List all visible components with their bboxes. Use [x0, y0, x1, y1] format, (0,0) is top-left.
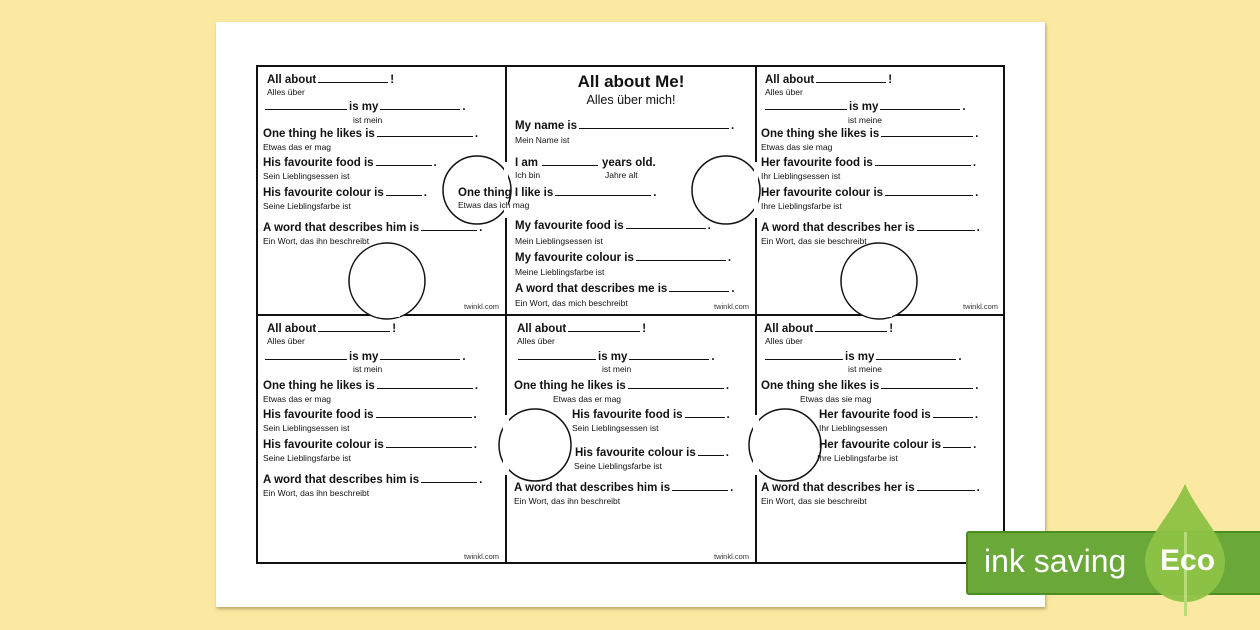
- cell-about-her: All about ! Alles über is my . ist meine One thing she likes is . Etwas das sie mag Her favourite food is . Ihr Lieblingsessen ist Her favourite colour is . Ihre Lieblingsfarbe ist A word that describes her is . Ein Wort, das sie beschreibt twinkl.com: [761, 74, 999, 311]
- label-de: Sein Lieblingsessen ist: [263, 423, 350, 433]
- cell-about-him: All about ! Alles über is my . ist mein One thing he likes is . Etwas das er mag His favourite food is . Sein Lieblingsessen ist His favourite colour is . Seine Lieblingsfarbe ist A word that describes him is . Ein Wort, das ihn beschreibt twinkl.com: [263, 74, 500, 311]
- blank[interactable]: [917, 221, 975, 231]
- label: One thing she likes is: [761, 380, 880, 392]
- label: A word that describes me is: [515, 283, 668, 295]
- label-de: Etwas das sie mag: [761, 142, 833, 152]
- cell-about-him: All about ! Alles über is my . ist mein One thing he likes is . Etwas das er mag His favourite food is . Sein Lieblingsessen ist His favourite colour is . Seine Lieblingsfarbe ist A word that describes him is . Ein Wort, das ihn beschreibt twinkl.com: [263, 323, 500, 561]
- label: His favourite colour is: [263, 439, 384, 451]
- label: His favourite colour is: [263, 187, 384, 199]
- label: Her favourite colour is: [819, 439, 942, 451]
- blank[interactable]: [628, 379, 724, 389]
- label: All about: [517, 323, 567, 335]
- label: All about: [267, 323, 317, 335]
- label-de: Seine Lieblingsfarbe ist: [263, 453, 351, 463]
- label-de: Etwas das er mag: [263, 142, 332, 152]
- blank[interactable]: [917, 481, 975, 491]
- ink-saving-label: ink saving: [984, 543, 1127, 579]
- label-de: Ein Wort, das sie beschreibt: [761, 496, 867, 506]
- label-de: Alles über: [765, 87, 803, 97]
- label: A word that describes him is: [514, 482, 671, 494]
- blank[interactable]: [377, 379, 473, 389]
- blank[interactable]: [568, 322, 640, 332]
- blank[interactable]: [815, 322, 887, 332]
- label: One thing I like is: [458, 187, 554, 199]
- label-de: ist meine: [848, 115, 883, 125]
- blank[interactable]: [885, 186, 973, 196]
- label: is my: [845, 351, 875, 363]
- label: My favourite food is: [515, 220, 624, 232]
- label-de: Mein Lieblingsessen ist: [515, 236, 603, 246]
- label: Her favourite food is: [761, 157, 873, 169]
- label-de: Ich bin: [515, 170, 541, 180]
- eco-label: Eco: [1160, 544, 1216, 577]
- blank[interactable]: [626, 219, 706, 229]
- label: All about: [765, 74, 815, 86]
- label-de: Ihre Lieblingsfarbe ist: [817, 453, 898, 463]
- blank[interactable]: [421, 473, 477, 483]
- blank[interactable]: [421, 221, 477, 231]
- label-de: Meine Lieblingsfarbe ist: [515, 267, 605, 277]
- label-de: Etwas das er mag: [553, 394, 622, 404]
- label: is my: [349, 101, 379, 113]
- blank[interactable]: [698, 446, 724, 456]
- label: is my: [598, 351, 628, 363]
- label: years old.: [602, 157, 656, 169]
- label-de: Ein Wort, das mich beschreibt: [515, 298, 628, 308]
- label-de: Ihr Lieblingsessen ist: [761, 171, 841, 181]
- blank[interactable]: [881, 127, 973, 137]
- blank[interactable]: [875, 156, 971, 166]
- blank[interactable]: [816, 73, 886, 83]
- label: is my: [349, 351, 379, 363]
- blank[interactable]: [636, 251, 726, 261]
- label-de: Seine Lieblingsfarbe ist: [574, 461, 662, 471]
- cell-about-him: All about ! Alles über is my . ist mein One thing he likes is . Etwas das er mag His favourite food is . Sein Lieblingsessen ist His favourite colour is . Seine Lieblingsfarbe ist A word that describes him is . Ein Wort, das ihn beschreibt twinkl.com: [514, 323, 750, 561]
- footer: twinkl.com: [963, 302, 999, 311]
- label-de: Ein Wort, das sie beschreibt: [761, 236, 867, 246]
- blank[interactable]: [376, 408, 472, 418]
- blank[interactable]: [386, 186, 422, 196]
- blank[interactable]: [880, 100, 960, 110]
- label-de: Ein Wort, das ihn beschreibt: [514, 496, 621, 506]
- blank[interactable]: [377, 127, 473, 137]
- label-de: Ein Wort, das ihn beschreibt: [263, 488, 370, 498]
- label: I am: [515, 157, 539, 169]
- label: Her favourite colour is: [761, 187, 884, 199]
- label: A word that describes her is: [761, 222, 915, 234]
- label-de: ist mein: [602, 364, 632, 374]
- blank[interactable]: [579, 119, 729, 129]
- label: My favourite colour is: [515, 252, 634, 264]
- blank[interactable]: [555, 186, 651, 196]
- footer: twinkl.com: [464, 552, 500, 561]
- label: One thing he likes is: [263, 128, 375, 140]
- label: One thing he likes is: [514, 380, 626, 392]
- blank[interactable]: [876, 350, 956, 360]
- label: His favourite food is: [572, 409, 683, 421]
- label-de: Sein Lieblingsessen ist: [572, 423, 659, 433]
- blank[interactable]: [685, 408, 725, 418]
- label-de: Sein Lieblingsessen ist: [263, 171, 350, 181]
- footer: twinkl.com: [464, 302, 500, 311]
- label: All about: [764, 323, 814, 335]
- blank[interactable]: [669, 282, 729, 292]
- blank[interactable]: [380, 100, 460, 110]
- label-de: ist meine: [848, 364, 883, 374]
- label: His favourite food is: [263, 409, 374, 421]
- page-subtitle: Alles über mich!: [586, 93, 676, 107]
- blank[interactable]: [518, 350, 596, 360]
- label-de: Alles über: [765, 336, 803, 346]
- blank[interactable]: [765, 350, 843, 360]
- label-de: ist mein: [353, 364, 383, 374]
- label: is my: [849, 101, 879, 113]
- label-de: Etwas das er mag: [263, 394, 332, 404]
- cell-about-me: All about Me! Alles über mich! My name is . Mein Name ist I am years old. Ich bin Jahre alt One thing I like is . Etwas das ich mag My favourite food is . Mein Lieblingsessen ist My favourite colour is . Meine Lieblingsfarbe ist A word that describes me is . Ein Wort, das mich beschreibt twinkl.com: [506, 65, 756, 314]
- label-de: Seine Lieblingsfarbe ist: [263, 201, 351, 211]
- blank[interactable]: [265, 100, 347, 110]
- blank[interactable]: [765, 100, 847, 110]
- blank[interactable]: [933, 408, 973, 418]
- blank[interactable]: [672, 481, 728, 491]
- cell-about-her: All about ! Alles über is my . ist meine One thing she likes is . Etwas das sie mag Her favourite food is . Ihr Lieblingsessen Her favourite colour is . Ihre Lieblingsfarbe ist A word that describes her is . Ein Wort, das sie beschreibt: [761, 323, 980, 506]
- blank[interactable]: [943, 438, 971, 448]
- label: Her favourite food is: [819, 409, 931, 421]
- blank[interactable]: [386, 438, 472, 448]
- blank[interactable]: [376, 156, 432, 166]
- label-de: Ihre Lieblingsfarbe ist: [761, 201, 842, 211]
- label: My name is: [515, 120, 577, 132]
- blank[interactable]: [881, 379, 973, 389]
- label: One thing she likes is: [761, 128, 880, 140]
- label: All about: [267, 74, 317, 86]
- label: One thing he likes is: [263, 380, 375, 392]
- label-de: Etwas das sie mag: [800, 394, 872, 404]
- page-title: All about Me!: [577, 72, 685, 91]
- blank[interactable]: [380, 350, 460, 360]
- label: His favourite food is: [263, 157, 374, 169]
- blank[interactable]: [542, 156, 598, 166]
- label: A word that describes him is: [263, 474, 420, 486]
- label-de: Ihr Lieblingsessen: [819, 423, 888, 433]
- blank[interactable]: [318, 73, 388, 83]
- blank[interactable]: [318, 322, 390, 332]
- label-de: Etwas das ich mag: [458, 200, 530, 210]
- label-de: Alles über: [267, 336, 305, 346]
- label: A word that describes him is: [263, 222, 420, 234]
- label: A word that describes her is: [761, 482, 915, 494]
- label-de: Alles über: [267, 87, 305, 97]
- blank[interactable]: [629, 350, 709, 360]
- label-de: Mein Name ist: [515, 135, 570, 145]
- blank[interactable]: [265, 350, 347, 360]
- label-de: Alles über: [517, 336, 555, 346]
- footer: twinkl.com: [714, 552, 750, 561]
- label-de: Jahre alt: [605, 170, 638, 180]
- footer: twinkl.com: [714, 302, 750, 311]
- label: His favourite colour is: [575, 447, 696, 459]
- label-de: ist mein: [353, 115, 383, 125]
- label-de: Ein Wort, das ihn beschreibt: [263, 236, 370, 246]
